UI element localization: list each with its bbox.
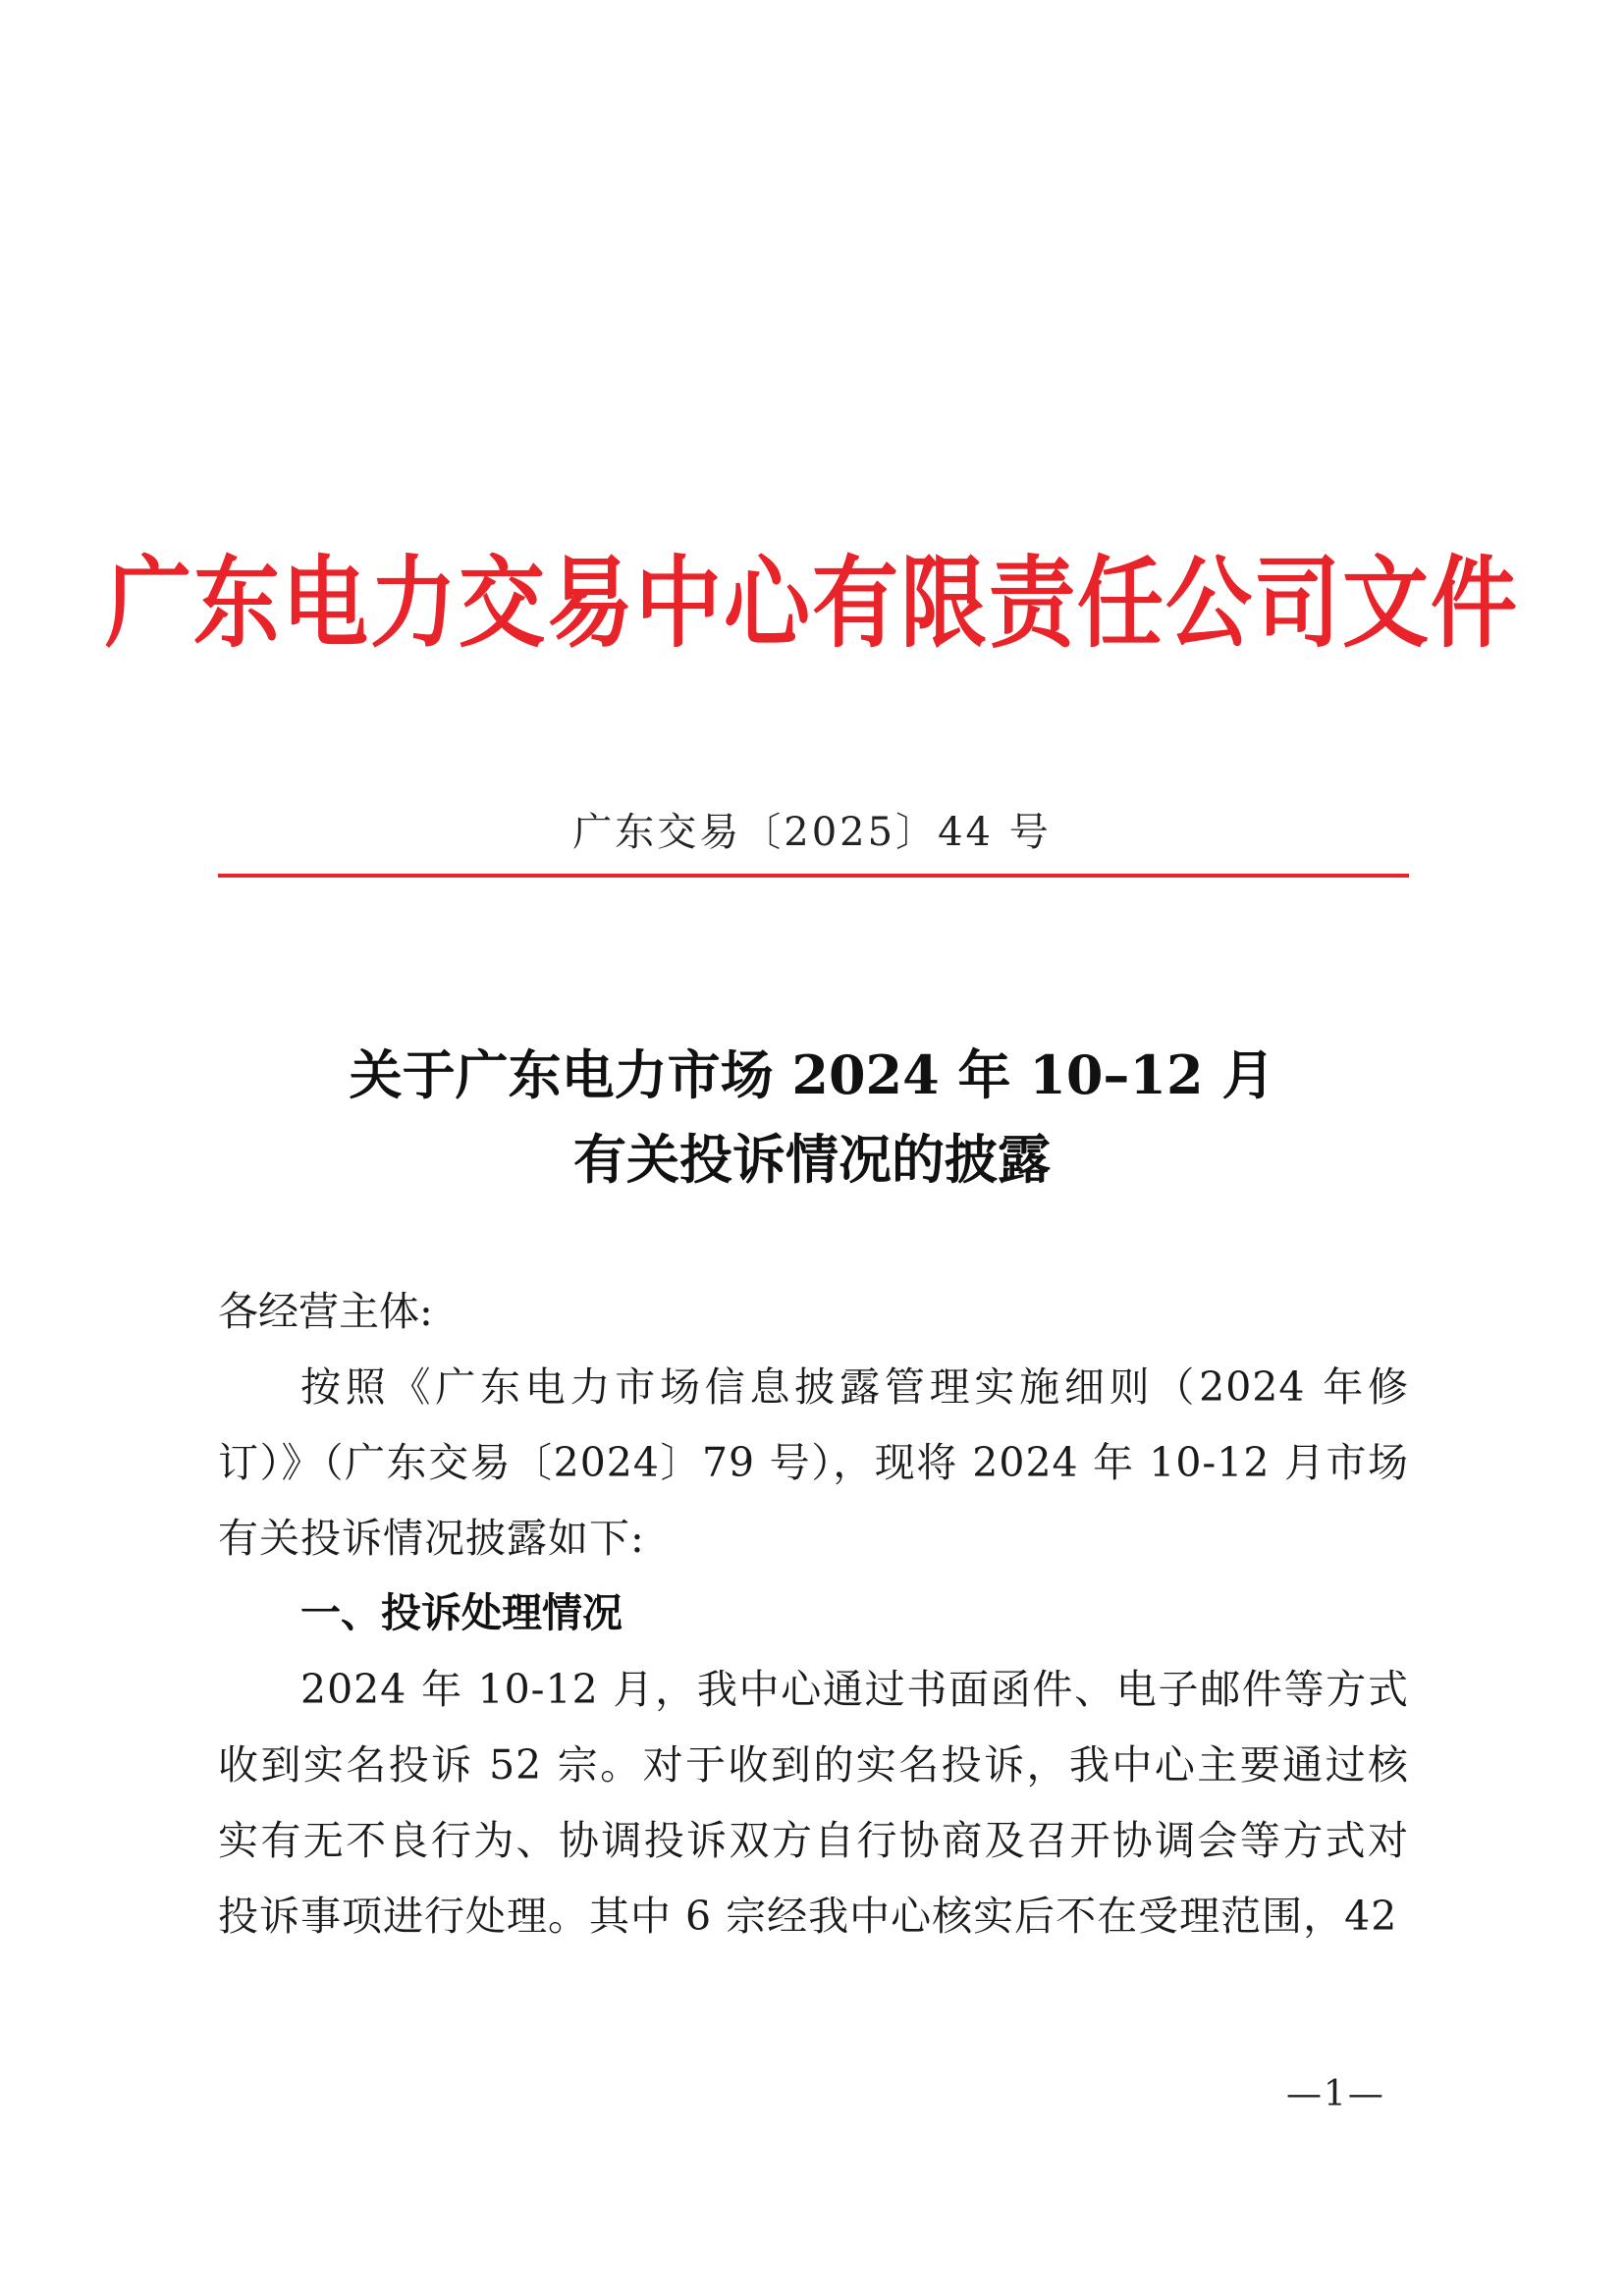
document-title xyxy=(0,1033,1624,1201)
salutation: 各经营主体: xyxy=(218,1288,433,1335)
body-paragraph-2: 2024 年 10-12 月，我中心通过书面函件、电子邮件等方式收到实名投诉 52 宗。对于收到的实名投诉，我中心主要通过核实有无不良行为、协调投诉双方自行协商及召开协调会等方式对投诉事项进行处理。其中 6 宗经我中心核实后不在受理范围，42 xyxy=(218,1666,1409,1940)
document-title-line-1: 关于广东电力市场 2024 年 10–12 月 xyxy=(349,1043,1275,1106)
section-heading-1: 一、投诉处理情况 xyxy=(300,1589,623,1636)
document-title-line-2: 有关投诉情况的披露 xyxy=(573,1128,1051,1191)
red-divider-line xyxy=(218,874,1409,878)
page-number: —1— xyxy=(1286,2074,1385,2114)
body-paragraph-1: 按照《广东电力市场信息披露管理实施细则（2024 年修订）》（广东交易〔2024〕79 号），现将 2024 年 10-12 月市场有关投诉情况披露如下: xyxy=(218,1363,1409,1562)
masthead-title: 广东电力交易中心有限责任公司文件 xyxy=(104,545,1519,662)
document-number: 广东交易〔2025〕44 号 xyxy=(572,810,1052,855)
